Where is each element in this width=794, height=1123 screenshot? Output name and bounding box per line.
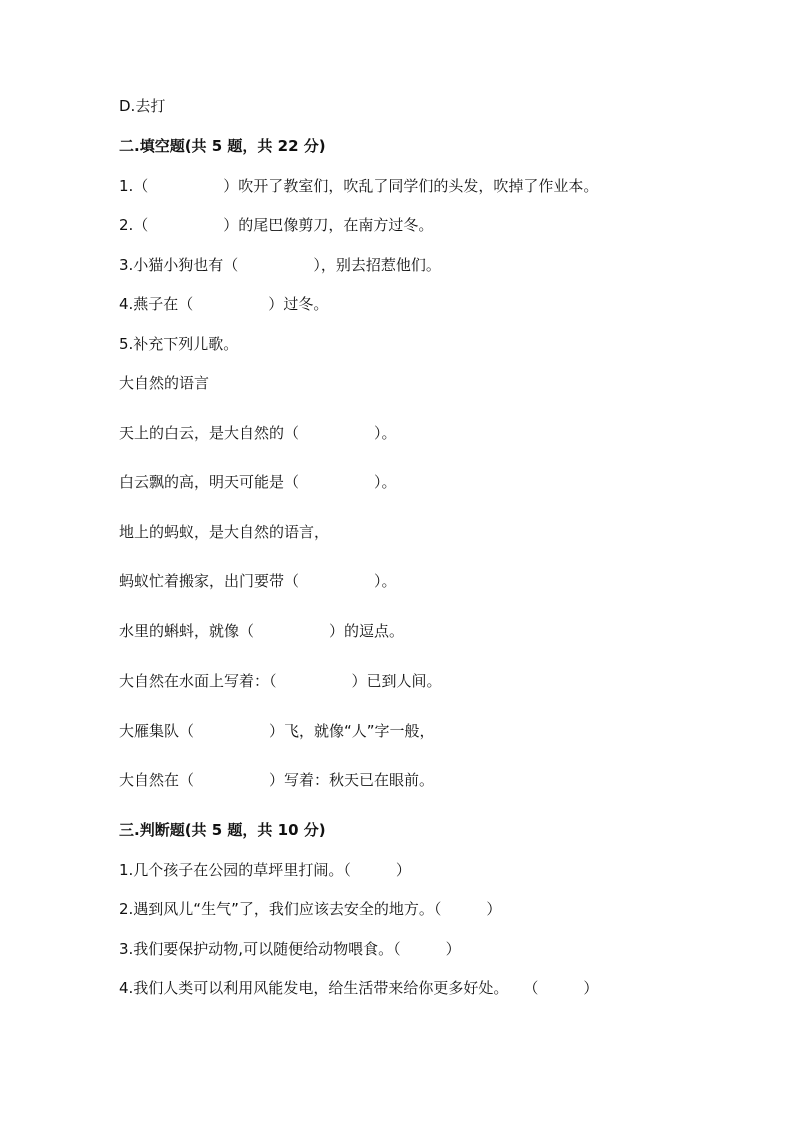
fill-question-4: 4.燕子在（ ）过冬。 [119, 295, 329, 313]
poem-line: 大自然在（ ）写着：秋天已在眼前。 [119, 771, 435, 789]
section-2-heading: 二.填空题(共 5 题，共 22 分) [119, 137, 326, 155]
poem-line: 大雁集队（ ）飞，就像“人”字一般， [119, 722, 435, 740]
judge-question-2: 2.遇到风儿“生气”了，我们应该去安全的地方。（ ） [119, 900, 502, 918]
fill-question-3: 3.小猫小狗也有（ ），别去招惹他们。 [119, 256, 441, 274]
poem-title: 大自然的语言 [119, 374, 210, 392]
fill-question-5: 5.补充下列儿歌。 [119, 335, 239, 353]
poem-line: 白云飘的高，明天可能是（ ）。 [119, 473, 397, 491]
fill-question-2: 2.（ ）的尾巴像剪刀，在南方过冬。 [119, 216, 434, 234]
poem-line: 地上的蚂蚁，是大自然的语言， [119, 523, 330, 541]
poem-line: 水里的蝌蚪，就像（ ）的逗点。 [119, 622, 405, 640]
judge-question-1: 1.几个孩子在公园的草坪里打闹。（ ） [119, 861, 411, 879]
poem-line: 大自然在水面上写着：（ ）已到人间。 [119, 672, 442, 690]
judge-question-4: 4.我们人类可以利用风能发电，给生活带来给你更多好处。 （ ） [119, 979, 599, 997]
poem-line: 蚂蚁忙着搬家，出门要带（ ）。 [119, 572, 397, 590]
judge-question-3: 3.我们要保护动物,可以随便给动物喂食。（ ） [119, 940, 461, 958]
section-3-heading: 三.判断题(共 5 题，共 10 分) [119, 821, 326, 839]
option-d: D.去打 [119, 97, 166, 115]
poem-line: 天上的白云，是大自然的（ ）。 [119, 424, 397, 442]
fill-question-1: 1.（ ）吹开了教室们，吹乱了同学们的头发，吹掉了作业本。 [119, 177, 599, 195]
